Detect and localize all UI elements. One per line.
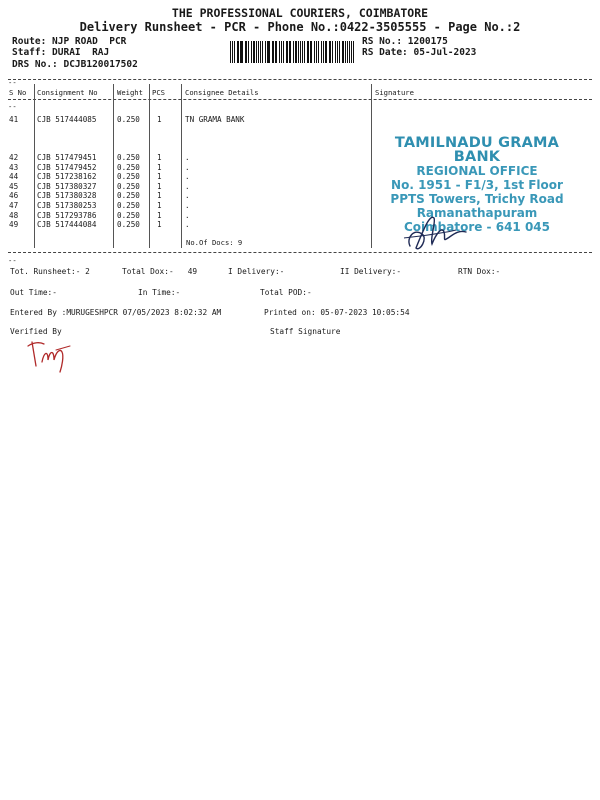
row-weight: 0.250 (117, 210, 140, 220)
barcode-bar (307, 41, 309, 63)
barcode-bar (265, 41, 266, 63)
printed-on: Printed on: 05-07-2023 10:05:54 (264, 308, 410, 317)
row-sno: 45 (9, 181, 19, 191)
row-sno: 43 (9, 162, 19, 172)
barcode-bar (240, 41, 241, 63)
barcode-bar (349, 41, 350, 63)
row-consignment: CJB 517444085 (37, 115, 97, 124)
barcode-bar (234, 41, 235, 63)
company-title: THE PROFESSIONAL COURIERS, COIMBATORE (171, 6, 429, 20)
stamp-line-5: Ramanathapuram (416, 206, 538, 220)
row-details: . (185, 220, 190, 230)
barcode-bar (276, 41, 277, 63)
row-details: TN GRAMA BANK (185, 115, 245, 124)
barcode-bar (298, 41, 299, 63)
row-pcs: 1 (157, 153, 162, 162)
consignee-signature (400, 208, 480, 258)
barcode-bar (232, 41, 233, 63)
row-weight: 0.250 (117, 153, 140, 162)
barcode-bar (241, 41, 242, 63)
row-consignment: CJB 517238162 (37, 172, 97, 182)
col-signature: Signature (375, 88, 414, 97)
barcode-bar (332, 41, 333, 63)
divider-top (8, 79, 592, 80)
ii-delivery: II Delivery:- (340, 267, 402, 276)
barcode-bar (256, 41, 257, 63)
stamp-line-4: PPTS Towers, Trichy Road (390, 192, 564, 206)
row-consignment: CJB 517479452 (37, 162, 97, 172)
row-pcs: 1 (157, 115, 162, 124)
barcode-bar (230, 41, 231, 63)
grid-line (149, 84, 150, 248)
row-details: . (185, 210, 190, 220)
barcode-bar (293, 41, 294, 63)
row-weight: 0.250 (117, 181, 140, 191)
barcode-bar (268, 41, 270, 63)
barcode-bar (246, 41, 247, 63)
divider-bottom (8, 252, 592, 253)
row-pcs: 1 (157, 181, 162, 191)
barcode-bar (304, 41, 305, 63)
dash-mark-2: -- (8, 102, 17, 111)
rs-number: RS No.: 1200175 (362, 36, 448, 47)
row-consignment: CJB 517380328 (37, 191, 97, 201)
col-pcs: PCS (152, 88, 165, 97)
barcode-bar (314, 41, 315, 63)
row-weight: 0.250 (117, 201, 140, 210)
stamp-line-3: No. 1951 - F1/3, 1st Floor (391, 178, 563, 192)
stamp-line-6: Coimbatore - 641 045 (403, 220, 550, 234)
row-details: . (185, 162, 190, 172)
dash-mark-3: -- (8, 256, 17, 265)
barcode-bar (351, 41, 352, 63)
barcode-bar (316, 41, 317, 63)
drs-number: DRS No.: DCJB120017502 (12, 59, 138, 70)
barcode-bar (260, 41, 261, 63)
barcode-bar (272, 41, 273, 63)
row-weight: 0.250 (117, 172, 140, 182)
barcode (230, 41, 356, 63)
dash-mark: -- (8, 78, 17, 87)
row-pcs: 1 (157, 172, 162, 182)
barcode-bar (302, 41, 303, 63)
row-pcs: 1 (157, 191, 162, 201)
row-weight: 0.250 (117, 115, 140, 124)
row-details: . (185, 191, 190, 201)
barcode-bar (311, 41, 312, 63)
barcode-bar (281, 41, 282, 63)
runsheet-subtitle: Delivery Runsheet - PCR - Phone No.:0422-3505555 - Page No.:2 (79, 20, 521, 34)
row-consignment: CJB 517479451 (37, 153, 97, 162)
row-consignment: CJB 517293786 (37, 210, 97, 220)
row-pcs: 1 (157, 220, 162, 230)
barcode-bar (289, 41, 290, 63)
barcode-bar (237, 41, 239, 63)
total-dox: Total Dox:- 49 (122, 267, 198, 276)
barcode-bar (321, 41, 322, 63)
stamp-line-2: REGIONAL OFFICE (416, 164, 538, 178)
row-pcs: 1 (157, 162, 162, 172)
route-label: Route: NJP ROAD PCR (12, 36, 127, 47)
barcode-bar (353, 41, 354, 63)
verifier-initials (26, 336, 78, 376)
barcode-bar (337, 41, 338, 63)
barcode-bar (325, 41, 327, 63)
row-weight: 0.250 (117, 162, 140, 172)
row-pcs: 1 (157, 201, 162, 210)
divider-header (8, 99, 592, 100)
verified-by: Verified By (10, 327, 62, 336)
row-consignment: CJB 517380327 (37, 181, 97, 191)
barcode-bar (275, 41, 276, 63)
row-details: . (185, 201, 190, 210)
barcode-bar (279, 41, 280, 63)
total-runsheet: Tot. Runsheet:- 2 (10, 267, 90, 276)
barcode-bar (347, 41, 348, 63)
barcode-bar (318, 41, 319, 63)
staff-label: Staff: DURAI RAJ (12, 47, 110, 58)
row-weight: 0.250 (117, 220, 140, 230)
barcode-bar (258, 41, 259, 63)
col-consignment: Consignment No (37, 88, 98, 97)
row-sno: 49 (9, 220, 19, 230)
barcode-bar (323, 41, 324, 63)
barcode-bar (286, 41, 288, 63)
barcode-bar (330, 41, 331, 63)
rtn-dox: RTN Dox:- (458, 267, 501, 276)
barcode-bar (342, 41, 344, 63)
barcode-bar (339, 41, 340, 63)
row-details: . (185, 181, 190, 191)
grid-line (113, 84, 114, 248)
out-time: Out Time:- (10, 288, 57, 297)
barcode-bar (283, 41, 284, 63)
row-sno: 48 (9, 210, 19, 220)
barcode-bar (310, 41, 311, 63)
grid-line (34, 84, 35, 248)
row-weight: 0.250 (117, 191, 140, 201)
rs-date: RS Date: 05-Jul-2023 (362, 47, 477, 58)
row-consignment: CJB 517380253 (37, 201, 97, 210)
col-sno: S No (9, 88, 27, 97)
barcode-bar (345, 41, 346, 63)
row-sno: 42 (9, 153, 19, 162)
no-of-docs: No.Of Docs: 9 (186, 238, 243, 247)
row-sno: 41 (9, 115, 19, 124)
entered-by: Entered By :MURUGESHPCR 07/05/2023 8:02:32 AM (10, 308, 222, 317)
row-pcs: 1 (157, 210, 162, 220)
barcode-bar (295, 41, 296, 63)
row-sno: 44 (9, 172, 19, 182)
barcode-bar (248, 41, 249, 63)
grid-line (181, 84, 182, 248)
staff-signature: Staff Signature (270, 327, 341, 336)
barcode-bar (290, 41, 291, 63)
i-delivery: I Delivery:- (228, 267, 285, 276)
barcode-bar (251, 41, 252, 63)
stamp-line-1: TAMILNADU GRAMA BANK (394, 135, 560, 165)
col-weight: Weight (117, 88, 143, 97)
barcode-bar (253, 41, 255, 63)
row-sno: 47 (9, 201, 19, 210)
barcode-bar (245, 41, 246, 63)
barcode-bar (335, 41, 336, 63)
row-details: . (185, 172, 190, 182)
row-consignment: CJB 517444084 (37, 220, 97, 230)
barcode-bar (329, 41, 330, 63)
total-pod: Total POD:- (260, 288, 312, 297)
barcode-bar (262, 41, 263, 63)
row-details: . (185, 153, 190, 162)
in-time: In Time:- (138, 288, 181, 297)
barcode-bar (300, 41, 301, 63)
col-consignee: Consignee Details (185, 88, 259, 97)
barcode-bar (267, 41, 268, 63)
row-sno: 46 (9, 191, 19, 201)
